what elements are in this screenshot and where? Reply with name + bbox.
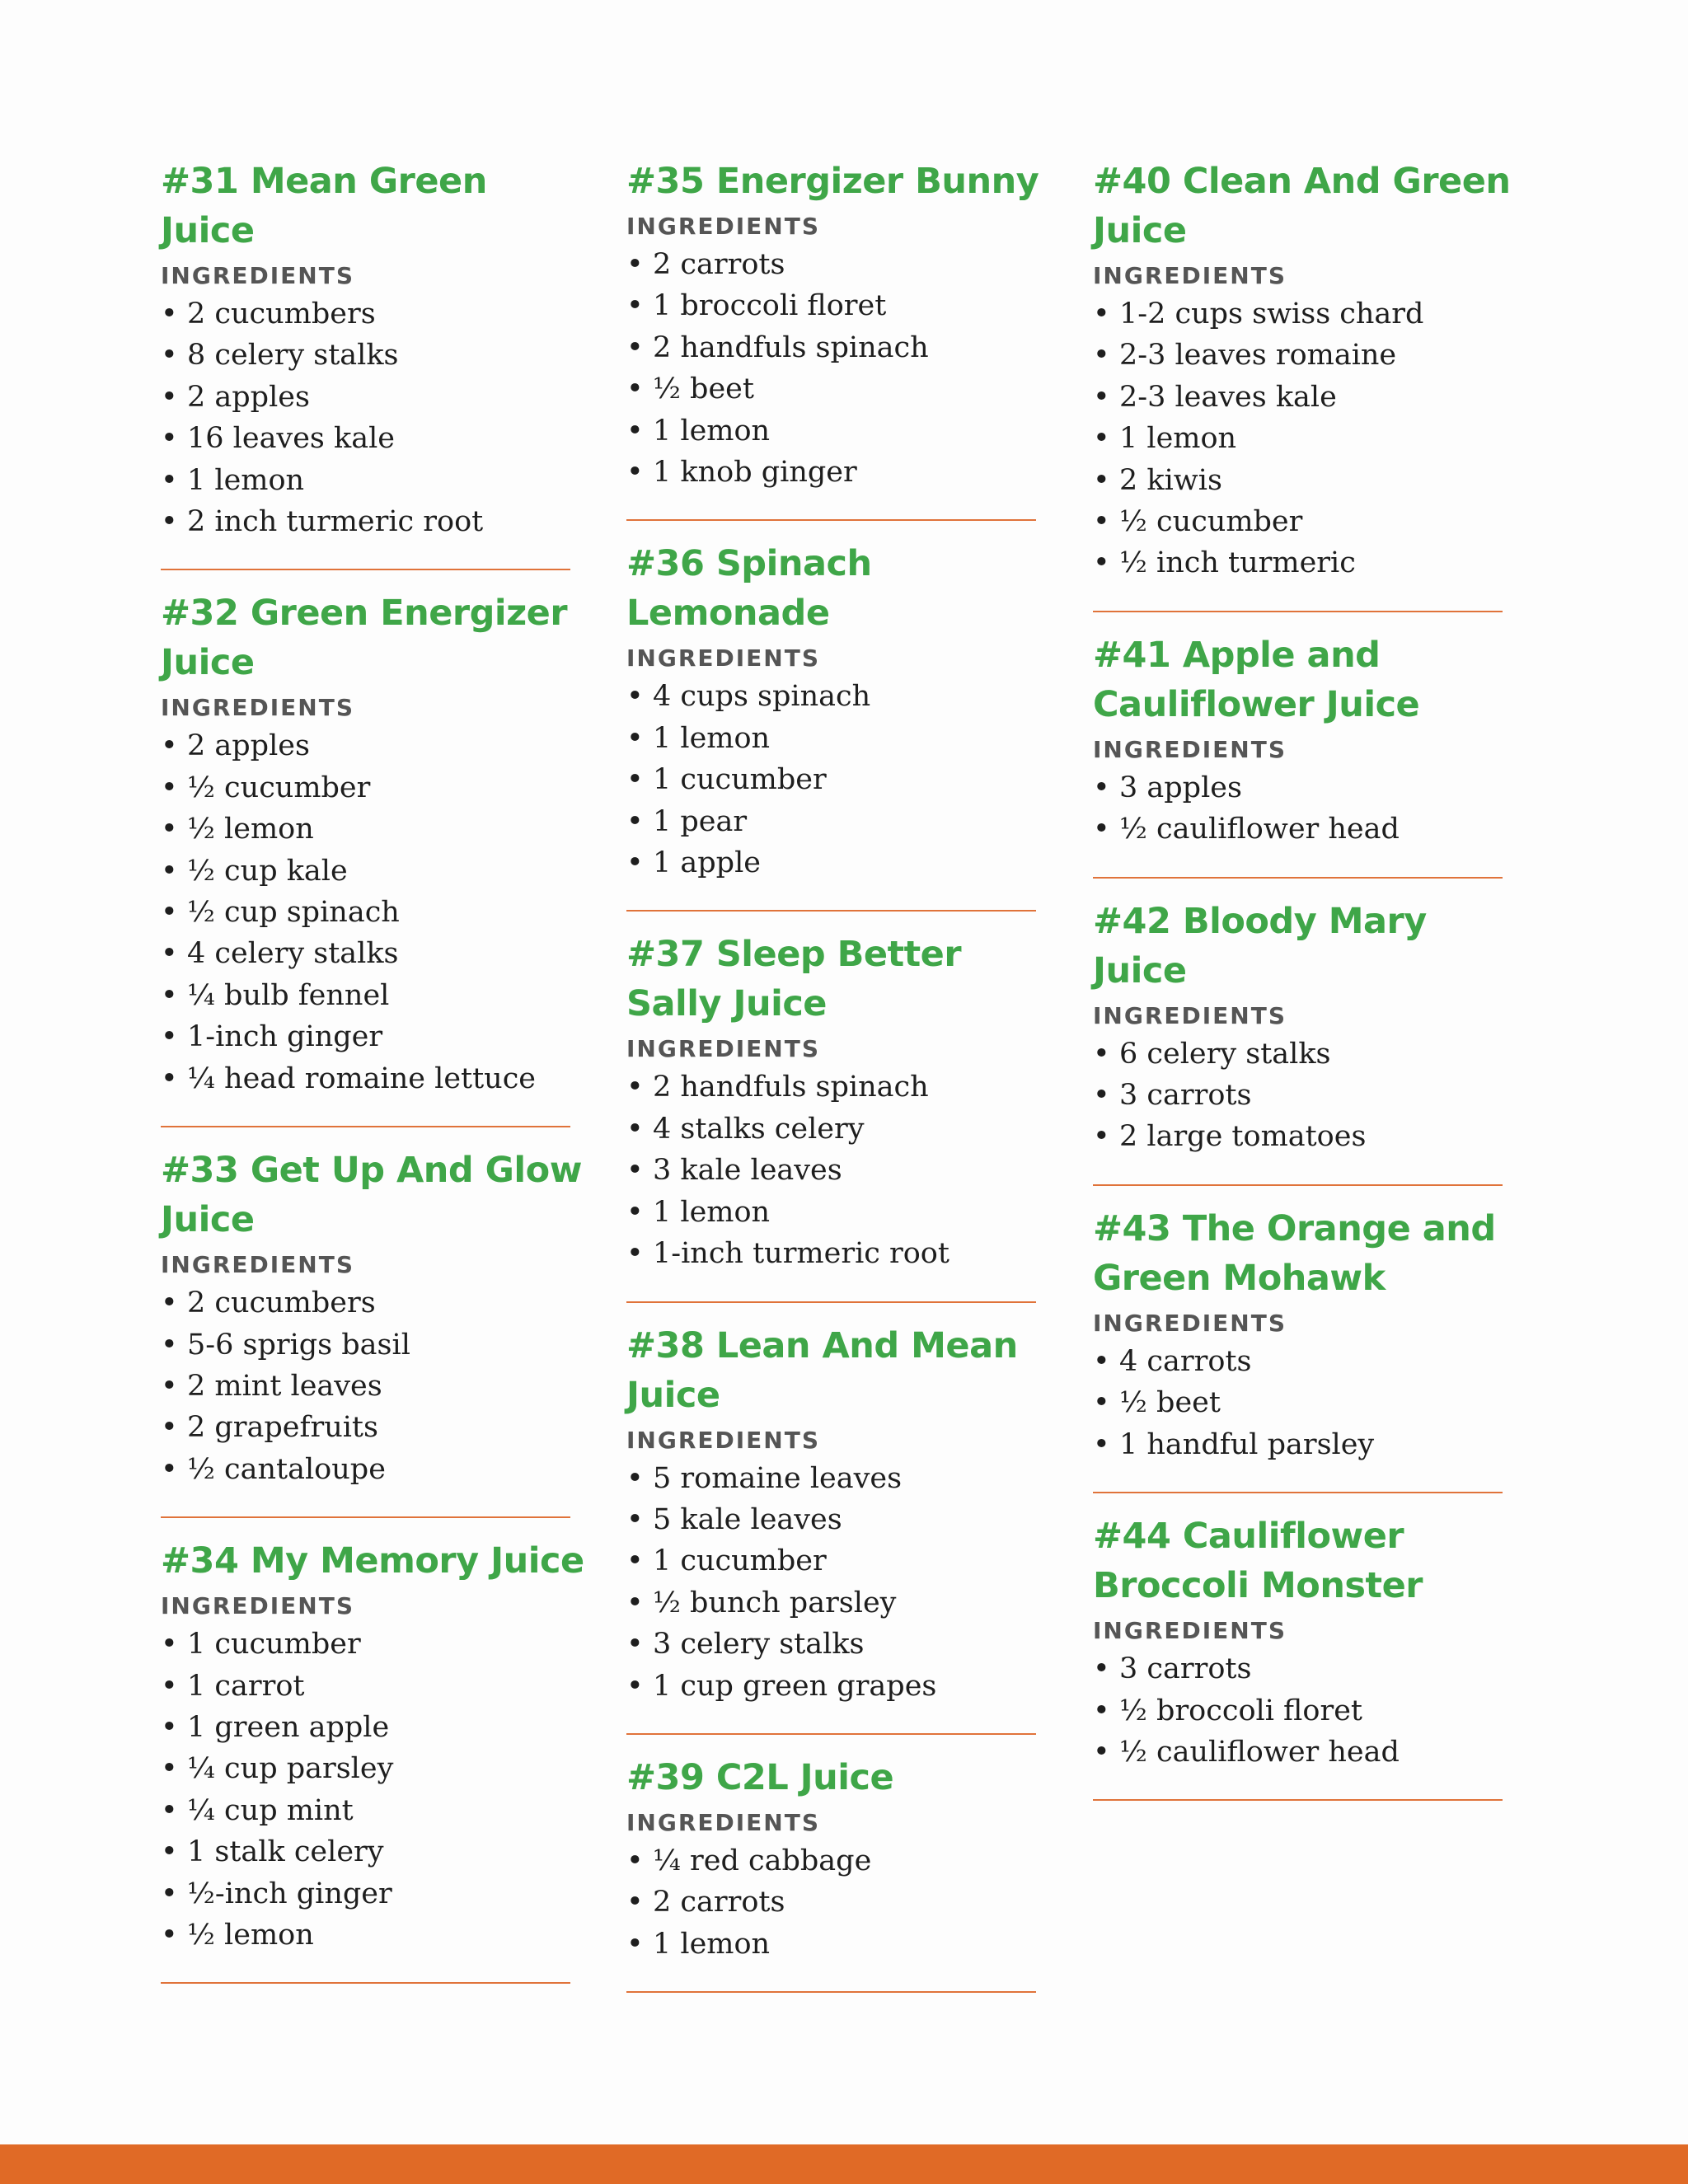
ingredient-text: 1 lemon <box>653 1195 771 1229</box>
bullet-icon: • <box>626 1195 644 1229</box>
ingredient-item <box>161 1666 570 1707</box>
ingredients-label: INGREDIENTS <box>1093 262 1287 289</box>
recipe-title: #43 The Orange and Green Mohawk <box>1093 1207 1496 1299</box>
bullet-icon: • <box>161 339 178 373</box>
ingredient-text: 2 inch turmeric root <box>187 505 484 539</box>
ingredient-item <box>1093 1341 1503 1382</box>
ingredient-item <box>1093 1075 1503 1116</box>
bullet-icon: • <box>1093 505 1110 539</box>
ingredient-text: 1 lemon <box>653 414 771 448</box>
bullet-icon: • <box>1093 1344 1110 1378</box>
recipe-card <box>626 157 1039 521</box>
ingredient-text: 1 lemon <box>653 721 771 755</box>
bullet-icon: • <box>1093 813 1110 846</box>
ingredient-text: 1 cucumber <box>653 763 827 797</box>
recipe-title: #39 C2L Juice <box>626 1756 894 1798</box>
ingredients-label: INGREDIENTS <box>626 1808 821 1836</box>
bullet-icon: • <box>626 1237 644 1271</box>
ingredients-label: INGREDIENTS <box>1093 735 1287 763</box>
ingredient-item <box>626 244 1036 285</box>
bullet-icon: • <box>161 298 178 330</box>
ingredient-item <box>1093 1732 1503 1773</box>
ingredient-text: ½ cauliflower head <box>1119 1735 1400 1769</box>
ingredients-label: INGREDIENTS <box>1093 1001 1287 1029</box>
ingredient-item <box>626 368 1036 410</box>
ingredients-label: INGREDIENTS <box>1093 1617 1287 1645</box>
bullet-icon: • <box>1093 1427 1110 1461</box>
bullet-icon: • <box>1093 1079 1110 1113</box>
ingredient-item <box>161 1058 570 1099</box>
ingredient-list <box>626 676 1036 883</box>
bullet-icon: • <box>161 1020 178 1054</box>
ingredient-item <box>626 1108 1036 1150</box>
ingredient-item <box>161 933 570 974</box>
ingredient-item <box>161 808 570 850</box>
ingredient-item <box>626 327 1036 368</box>
ingredient-text: 1 lemon <box>653 1927 771 1961</box>
bullet-icon: • <box>161 978 178 1012</box>
ingredient-text: 2-3 leaves kale <box>1119 380 1337 414</box>
bullet-icon: • <box>1093 380 1110 414</box>
ingredient-text: 2 cucumbers <box>187 298 376 330</box>
ingredient-text: 5 romaine leaves <box>653 1461 903 1495</box>
ingredient-text: 2 large tomatoes <box>1119 1120 1367 1154</box>
recipe-card <box>1093 1511 1503 1801</box>
bullet-icon: • <box>161 463 178 497</box>
bullet-icon: • <box>161 937 178 971</box>
ingredient-item <box>626 1924 1036 1965</box>
ingredient-text: 1-inch ginger <box>187 1020 383 1054</box>
recipe-card <box>626 930 1036 1302</box>
bullet-icon: • <box>1093 422 1110 456</box>
ingredient-list <box>161 1282 570 1490</box>
bullet-icon: • <box>161 1918 178 1952</box>
ingredient-text: 5-6 sprigs basil <box>187 1328 410 1361</box>
bullet-icon: • <box>626 1502 644 1536</box>
ingredient-text: 1 handful parsley <box>1119 1427 1375 1461</box>
ingredient-list <box>161 293 570 542</box>
bullet-icon: • <box>626 1461 644 1495</box>
ingredient-text: ½ cantaloupe <box>187 1452 386 1486</box>
ingredient-text: ½ beet <box>653 373 754 406</box>
ingredient-item <box>161 892 570 933</box>
ingredient-text: 3 kale leaves <box>653 1154 842 1188</box>
ingredient-text: 1 stalk celery <box>187 1835 384 1869</box>
ingredient-text: 16 leaves kale <box>187 422 395 456</box>
bullet-icon: • <box>161 1752 178 1786</box>
ingredient-text: 1 cucumber <box>653 1544 827 1578</box>
ingredients-label: INGREDIENTS <box>626 1426 821 1454</box>
bullet-icon: • <box>161 813 178 846</box>
ingredient-list <box>626 1458 1036 1707</box>
ingredient-text: 2 grapefruits <box>187 1411 378 1445</box>
ingredient-text: ½ cup kale <box>187 854 348 888</box>
bullet-icon: • <box>161 1877 178 1910</box>
bullet-icon: • <box>626 289 644 323</box>
recipe-title: #35 Energizer Bunny <box>626 161 1039 202</box>
ingredient-text: 4 stalks celery <box>653 1112 865 1146</box>
bullet-icon: • <box>626 373 644 406</box>
ingredient-text: ½ beet <box>1119 1386 1221 1420</box>
recipe-card <box>161 588 570 1127</box>
recipe-title: #44 Cauliflower Broccoli Monster <box>1093 1516 1423 1607</box>
bullet-icon: • <box>1093 298 1110 330</box>
ingredient-text: 2 apples <box>187 729 310 763</box>
ingredient-item <box>161 975 570 1016</box>
ingredient-item <box>161 725 570 766</box>
ingredient-item <box>626 285 1036 326</box>
ingredient-item <box>1093 1648 1503 1690</box>
ingredient-item <box>1093 335 1503 376</box>
recipe-column-3 <box>1093 157 1522 1819</box>
ingredient-text: 3 celery stalks <box>653 1628 865 1661</box>
recipe-card <box>626 539 1036 912</box>
ingredient-text: 1 apple <box>653 846 761 880</box>
ingredient-list <box>626 1840 1036 1965</box>
ingredient-item <box>161 1624 570 1665</box>
bullet-icon: • <box>626 1628 644 1661</box>
ingredient-item <box>1093 542 1503 583</box>
ingredient-item <box>626 1233 1036 1274</box>
bullet-icon: • <box>1093 1120 1110 1154</box>
recipe-title: #34 My Memory Juice <box>161 1540 584 1582</box>
bullet-icon: • <box>1093 1694 1110 1727</box>
footer-bar <box>0 2144 1688 2184</box>
recipe-card <box>161 1536 584 1984</box>
bullet-icon: • <box>161 1710 178 1744</box>
bullet-icon: • <box>626 248 644 281</box>
recipe-card <box>1093 897 1503 1186</box>
bullet-icon: • <box>626 1071 644 1104</box>
ingredient-item <box>626 1882 1036 1923</box>
recipe-card <box>626 1753 1036 1993</box>
ingredient-item <box>161 851 570 892</box>
bullet-icon: • <box>161 1793 178 1827</box>
ingredient-list <box>161 1624 570 1956</box>
ingredient-text: 1 broccoli floret <box>653 289 887 323</box>
bullet-icon: • <box>1093 1735 1110 1769</box>
bullet-icon: • <box>161 1062 178 1095</box>
ingredient-text: 1 cup green grapes <box>653 1669 937 1703</box>
ingredient-item <box>626 1540 1036 1582</box>
bullet-icon: • <box>161 380 178 414</box>
ingredient-item <box>626 676 1036 717</box>
ingredient-item <box>1093 1690 1503 1732</box>
bullet-icon: • <box>626 763 644 797</box>
bullet-icon: • <box>626 804 644 838</box>
ingredient-item <box>626 1666 1036 1707</box>
ingredient-item <box>626 452 1036 493</box>
ingredient-item <box>161 1873 570 1915</box>
bullet-icon: • <box>161 1369 178 1403</box>
ingredient-item <box>161 501 570 542</box>
recipe-card <box>626 1321 1036 1735</box>
recipe-card <box>1093 157 1511 612</box>
bullet-icon: • <box>626 846 644 880</box>
ingredient-list <box>626 244 1036 493</box>
recipe-title: #36 Spinach Lemonade <box>626 543 872 635</box>
bullet-icon: • <box>161 1835 178 1869</box>
ingredient-text: 1 carrot <box>187 1669 305 1703</box>
ingredient-text: ¼ bulb fennel <box>187 978 390 1012</box>
recipe-title: #40 Clean And Green Juice <box>1093 161 1511 251</box>
ingredient-text: 1 lemon <box>187 463 305 497</box>
recipe-column-2 <box>626 157 1055 2011</box>
ingredient-text: 2 handfuls spinach <box>653 330 929 364</box>
bullet-icon: • <box>161 505 178 539</box>
ingredient-text: 1 knob ginger <box>653 456 857 490</box>
ingredient-item <box>161 377 570 418</box>
bullet-icon: • <box>161 771 178 804</box>
ingredient-list <box>626 1066 1036 1274</box>
ingredient-list <box>1093 293 1503 584</box>
bullet-icon: • <box>626 721 644 755</box>
ingredient-text: 2 mint leaves <box>187 1369 382 1403</box>
ingredient-item <box>626 1458 1036 1499</box>
ingredients-label: INGREDIENTS <box>161 1592 355 1620</box>
ingredient-item <box>161 767 570 808</box>
ingredient-text: 2-3 leaves romaine <box>1119 339 1397 373</box>
ingredients-label: INGREDIENTS <box>626 1035 821 1063</box>
recipe-title: #38 Lean And Mean Juice <box>626 1324 1018 1416</box>
recipe-title: #42 Bloody Mary Juice <box>1093 900 1427 991</box>
ingredient-item <box>161 460 570 501</box>
recipe-title: #33 Get Up And Glow Juice <box>161 1150 582 1241</box>
bullet-icon: • <box>626 1586 644 1619</box>
ingredient-text: 1 pear <box>653 804 748 838</box>
ingredient-text: 3 carrots <box>1119 1652 1252 1686</box>
ingredient-item <box>1093 1116 1503 1157</box>
bullet-icon: • <box>626 1112 644 1146</box>
ingredient-list <box>1093 1341 1503 1465</box>
ingredient-item <box>161 293 570 335</box>
ingredient-text: ½ inch turmeric <box>1119 546 1356 580</box>
ingredients-label: INGREDIENTS <box>626 644 821 673</box>
bullet-icon: • <box>626 456 644 490</box>
ingredients-label: INGREDIENTS <box>161 262 355 289</box>
ingredient-text: 1 cucumber <box>187 1628 361 1661</box>
bullet-icon: • <box>161 1452 178 1486</box>
ingredient-item <box>161 1915 570 1956</box>
ingredient-item <box>161 1407 570 1448</box>
bullet-icon: • <box>626 330 644 364</box>
ingredient-text: 6 celery stalks <box>1119 1037 1331 1071</box>
ingredient-text: 1 lemon <box>1119 422 1237 456</box>
ingredient-item <box>1093 1382 1503 1423</box>
bullet-icon: • <box>1093 771 1110 804</box>
ingredient-text: 2 handfuls spinach <box>653 1071 929 1104</box>
ingredient-list <box>1093 767 1503 851</box>
ingredient-text: ½ lemon <box>187 813 314 846</box>
bullet-icon: • <box>626 1154 644 1188</box>
recipe-title: #37 Sleep Better Sally Juice <box>626 934 962 1025</box>
ingredient-text: 2 cucumbers <box>187 1286 376 1320</box>
bullet-icon: • <box>161 1669 178 1703</box>
ingredient-text: 8 celery stalks <box>187 339 399 373</box>
ingredient-list <box>1093 1648 1503 1773</box>
ingredient-item <box>161 1016 570 1057</box>
ingredient-text: 4 cups spinach <box>653 680 871 714</box>
bullet-icon: • <box>161 1628 178 1661</box>
ingredient-text: 3 apples <box>1119 771 1242 804</box>
ingredient-item <box>161 1324 570 1366</box>
recipe-title: #41 Apple and Cauliflower Juice <box>1093 634 1420 725</box>
bullet-icon: • <box>626 1669 644 1703</box>
ingredient-list <box>161 725 570 1099</box>
ingredient-item <box>626 759 1036 800</box>
ingredient-item <box>1093 460 1503 501</box>
bullet-icon: • <box>161 1286 178 1320</box>
ingredient-item <box>1093 1033 1503 1075</box>
ingredients-label: INGREDIENTS <box>626 213 821 240</box>
ingredient-item <box>161 1748 570 1789</box>
bullet-icon: • <box>161 854 178 888</box>
bullet-icon: • <box>626 680 644 714</box>
ingredients-label: INGREDIENTS <box>1093 1309 1287 1337</box>
bullet-icon: • <box>161 1328 178 1361</box>
bullet-icon: • <box>1093 1037 1110 1071</box>
ingredient-text: ¼ red cabbage <box>653 1844 872 1877</box>
recipe-card <box>1093 1204 1503 1493</box>
ingredient-text: 1-inch turmeric root <box>653 1237 950 1271</box>
ingredient-item <box>626 1840 1036 1882</box>
ingredient-text: 2 carrots <box>653 1886 785 1919</box>
ingredient-item <box>161 1707 570 1748</box>
bullet-icon: • <box>1093 546 1110 580</box>
bullet-icon: • <box>161 422 178 456</box>
ingredient-text: ½ cauliflower head <box>1119 813 1400 846</box>
ingredient-item <box>626 1192 1036 1233</box>
ingredient-item <box>1093 1424 1503 1465</box>
bullet-icon: • <box>626 1544 644 1578</box>
ingredient-text: 1-2 cups swiss chard <box>1119 298 1424 330</box>
ingredient-text: ¼ head romaine lettuce <box>187 1062 537 1095</box>
recipe-title: #31 Mean Green Juice <box>161 161 487 251</box>
ingredient-text: ¼ cup mint <box>187 1793 354 1827</box>
ingredient-item <box>1093 808 1503 850</box>
ingredient-text: 5 kale leaves <box>653 1502 842 1536</box>
recipe-card <box>161 157 570 570</box>
bullet-icon: • <box>161 896 178 930</box>
ingredient-item <box>626 1150 1036 1191</box>
ingredient-item <box>161 1831 570 1872</box>
ingredient-text: 3 carrots <box>1119 1079 1252 1113</box>
ingredient-text: 2 kiwis <box>1119 463 1222 497</box>
ingredient-item <box>1093 377 1503 418</box>
bullet-icon: • <box>626 1844 644 1877</box>
bullet-icon: • <box>626 1927 644 1961</box>
ingredient-item <box>161 1282 570 1324</box>
ingredient-item <box>161 1790 570 1831</box>
ingredient-item <box>626 1582 1036 1624</box>
ingredient-item <box>1093 293 1503 335</box>
ingredient-text: 4 carrots <box>1119 1344 1252 1378</box>
ingredient-item <box>161 1449 570 1490</box>
ingredients-label: INGREDIENTS <box>161 694 355 722</box>
ingredient-text: 1 green apple <box>187 1710 390 1744</box>
recipe-card <box>1093 630 1503 879</box>
ingredient-item <box>161 418 570 459</box>
ingredient-item <box>626 801 1036 842</box>
ingredient-text: ½ cucumber <box>187 771 371 804</box>
ingredient-text: ¼ cup parsley <box>187 1752 394 1786</box>
bullet-icon: • <box>161 1411 178 1445</box>
bullet-icon: • <box>626 414 644 448</box>
ingredient-item <box>1093 418 1503 459</box>
recipe-title: #32 Green Energizer Juice <box>161 593 568 684</box>
bullet-icon: • <box>1093 1386 1110 1420</box>
bullet-icon: • <box>1093 339 1110 373</box>
ingredient-text: ½ cup spinach <box>187 896 400 930</box>
ingredient-item <box>626 842 1036 883</box>
bullet-icon: • <box>1093 1652 1110 1686</box>
recipe-column-1 <box>161 157 589 2002</box>
ingredient-text: ½-inch ginger <box>187 1877 392 1910</box>
ingredient-item <box>161 335 570 376</box>
ingredients-label: INGREDIENTS <box>161 1251 355 1279</box>
ingredient-item <box>1093 501 1503 542</box>
ingredient-text: ½ broccoli floret <box>1119 1694 1362 1727</box>
bullet-icon: • <box>1093 463 1110 497</box>
ingredient-item <box>626 1624 1036 1665</box>
ingredient-text: 2 carrots <box>653 248 785 281</box>
ingredient-text: 2 apples <box>187 380 310 414</box>
ingredient-text: 4 celery stalks <box>187 937 399 971</box>
recipe-card <box>161 1146 582 1518</box>
ingredient-item <box>626 718 1036 759</box>
ingredient-text: ½ bunch parsley <box>653 1586 897 1619</box>
ingredient-item <box>1093 767 1503 808</box>
ingredient-text: ½ cucumber <box>1119 505 1303 539</box>
ingredient-list <box>1093 1033 1503 1158</box>
ingredient-item <box>626 410 1036 452</box>
ingredient-item <box>626 1066 1036 1108</box>
ingredient-item <box>626 1499 1036 1540</box>
ingredient-text: ½ lemon <box>187 1918 314 1952</box>
ingredient-item <box>161 1366 570 1407</box>
bullet-icon: • <box>161 729 178 763</box>
bullet-icon: • <box>626 1886 644 1919</box>
